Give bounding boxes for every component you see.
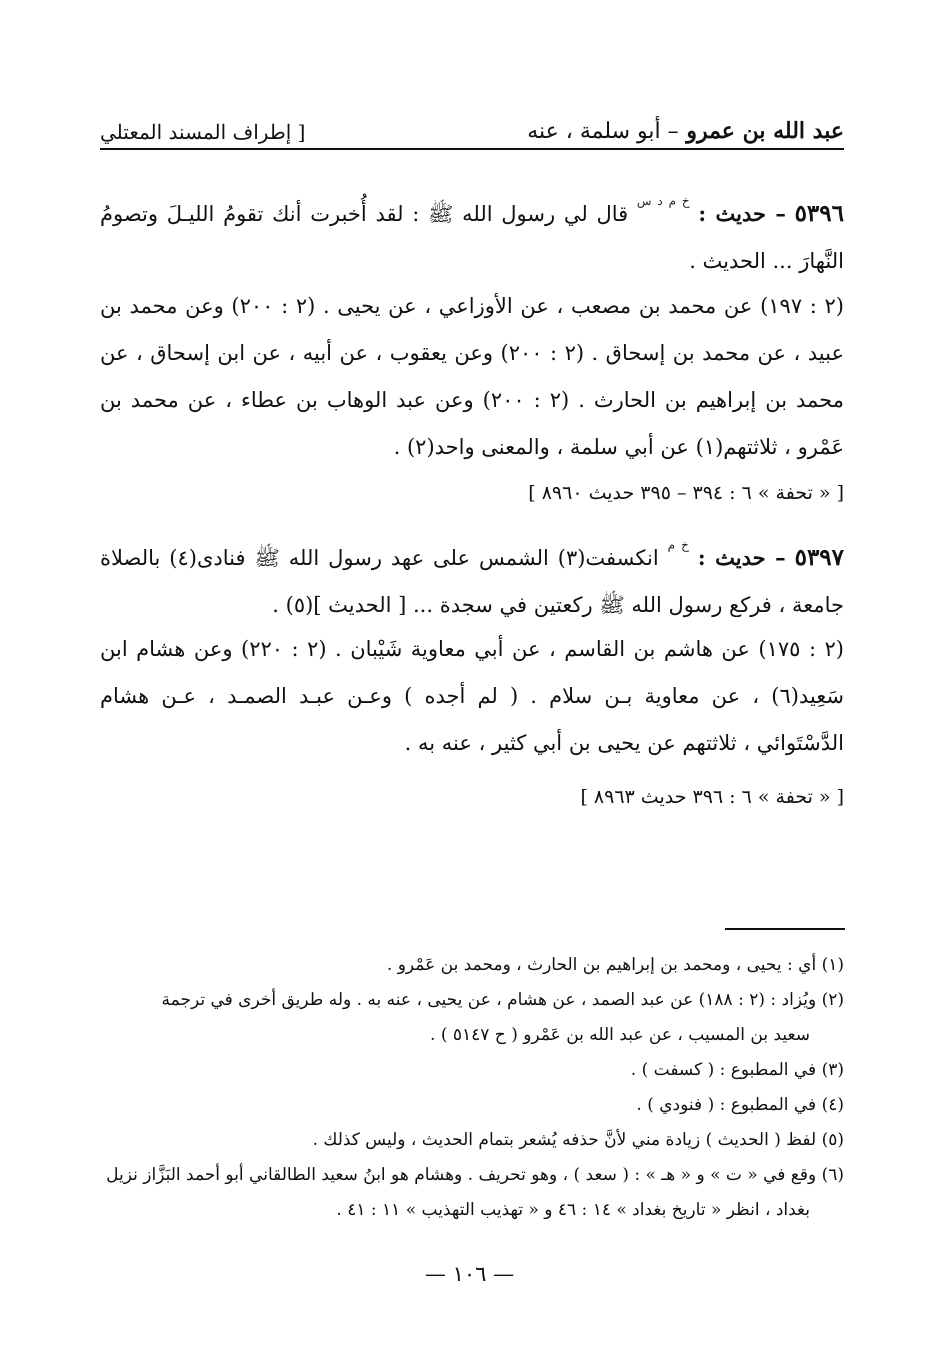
hadith-text	[100, 178, 844, 285]
footnote-6-continued: بغداد ، انظر « تاريخ بغداد » ١٤ : ٤٦ و « تهذيب التهذيب » ١١ : ٤١ .	[336, 1200, 810, 1220]
entry-label: – حديث :	[697, 545, 786, 570]
footnote-1: (١) أي : يحيى ، ومحمد بن إبراهيم بن الحارث ، ومحمد بن عَمْرو .	[386, 955, 844, 975]
footnote-3: (٣) في المطبوع : ( كسفت ) .	[630, 1060, 844, 1080]
reference-5397	[100, 782, 844, 812]
entry-number: ٥٣٩٧	[794, 544, 845, 571]
footnote-2: (٢) ويُزاد : (٢ : ١٨٨) عن عبد الصمد ، عن هشام ، عن يحيى ، عنه به . وله طريق أخرى في ترجمة	[161, 990, 844, 1010]
footnote-2-continued: سعيد بن المسيب ، عن عبد الله بن عَمْرو ( ح ٥١٤٧ ) .	[430, 1025, 810, 1045]
isnad-text: (٢ : ١٧٥) عن هاشم بن القاسم ، عن أبي معاوية شَيْبان . (٢ : ٢٢٠) وعن هشام ابن سَعِيد(٦) ، عن معاوية بـن سلام . ( لم أجده ) وعـن عبـد الصمـد ، عـن هشام الدَّسْتَوائي ، ثلاثتهم عن يحيى بن أبي كثير ، عنه به .	[100, 637, 844, 755]
header-author: عبد الله بن عمرو	[686, 118, 844, 144]
reference-5396	[100, 478, 844, 508]
entry-number: ٥٣٩٦	[794, 200, 844, 227]
tuhfa-reference: [ « تحفة » ٦ : ٣٩٤ – ٣٩٥ حديث ٨٩٦٠ ]	[528, 482, 844, 504]
page-number: — ١٠٦ —	[424, 1262, 515, 1286]
isnad-text: (٢ : ١٩٧) عن محمد بن مصعب ، عن الأوزاعي ، عن يحيى . (٢ : ٢٠٠) وعن محمد بن عبيد ، عن محمد بن إسحاق . (٢ : ٢٠٠) وعن يعقوب ، عن أبيه ، عن ابن إسحاق ، عن محمد بن إبراهيم بن الحارث . (٢ : ٢٠٠) وعن عبد الوهاب بن عطاء ، عن محمد بن عَمْرو ، ثلاثتهم(١) عن أبي سلمة ، والمعنى واحد(٢) .	[100, 294, 844, 459]
entry-label: – حديث :	[698, 201, 786, 226]
running-header	[100, 104, 844, 150]
header-book-title: [ إطراف المسند المعتلي	[100, 120, 306, 144]
footnotes	[100, 948, 844, 1228]
source-marks: خ م د س	[636, 194, 690, 208]
header-subtitle: – أبو سلمة ، عنه	[527, 119, 679, 144]
footnote-6: (٦) وقع في « ت » و « هـ » : ( سعد ) ، وهو تحريف . وهشام هو ابنُ سعيد الطالقاني أبو أحمد البَزَّاز نزيل	[106, 1165, 844, 1185]
footnote-4: (٤) في المطبوع : ( فنودي ) .	[636, 1095, 844, 1115]
chain-5396	[100, 283, 844, 471]
entry-body: انكسفت(٣) الشمس على عهد رسول الله ﷺ فنادى(٤) بالصلاة جامعة ، فركع رسول الله ﷺ ركعتين في سجدة ... [ الحديث ](٥) .	[100, 546, 844, 617]
footnote-divider	[725, 928, 845, 930]
header-title	[527, 118, 844, 144]
hadith-text	[100, 522, 844, 629]
hadith-entry-5396	[100, 178, 844, 285]
chain-5397	[100, 626, 844, 767]
tuhfa-reference: [ « تحفة » ٦ : ٣٩٦ حديث ٨٩٦٣ ]	[580, 786, 844, 808]
entry-body: قال لي رسول الله ﷺ : لقد أُخبرت أنك تقومُ الليـلَ وتصومُ النَّهارَ ... الحديث .	[100, 202, 844, 273]
hadith-entry-5397	[100, 522, 844, 629]
source-marks: خ م	[667, 538, 689, 552]
footnote-5: (٥) لفظ ( الحديث ) زيادة مني لأنَّ حذفه يُشعر بتمام الحديث ، وليس كذلك .	[312, 1130, 844, 1150]
